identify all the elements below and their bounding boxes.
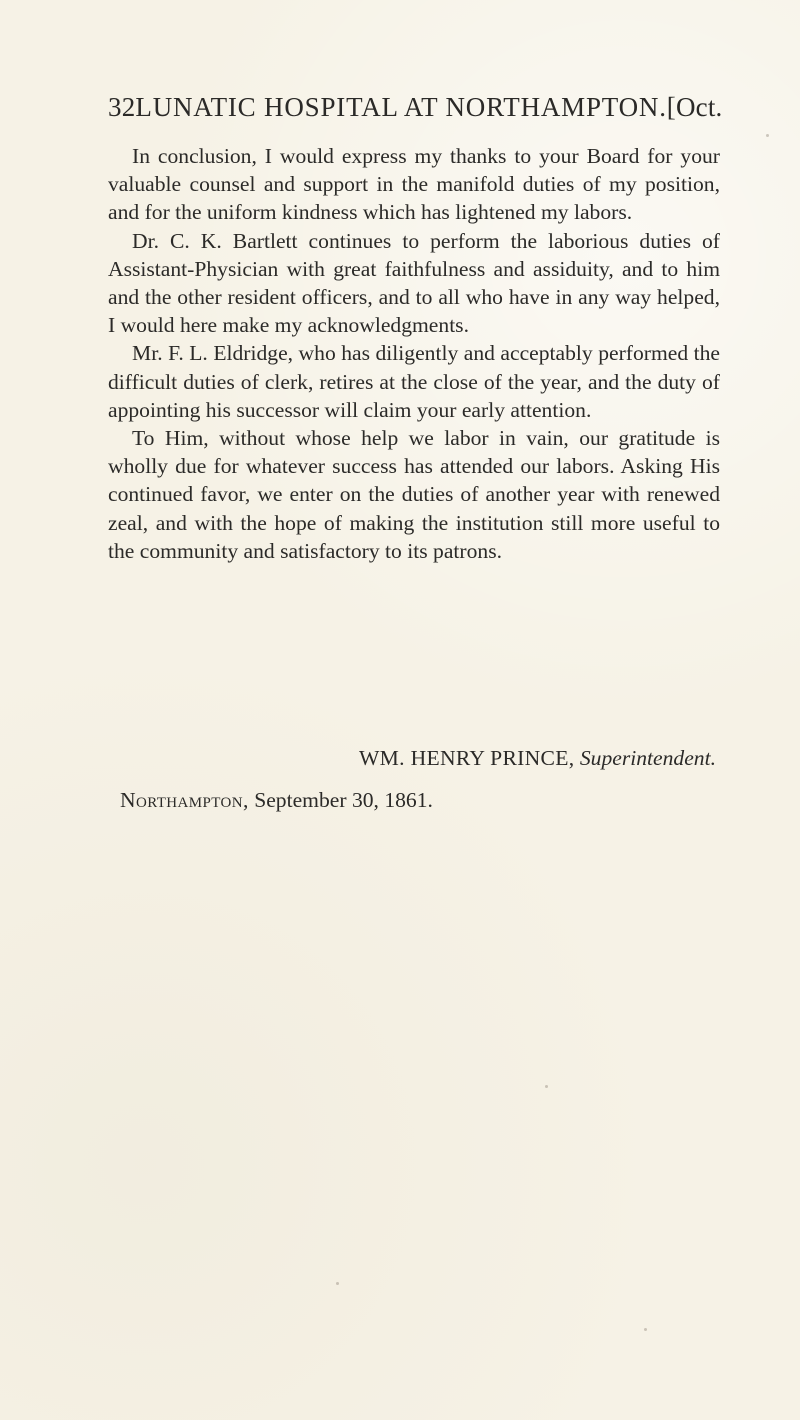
page-number: 32 [108, 92, 136, 122]
paper-speck [545, 1085, 548, 1088]
paper-speck [766, 134, 769, 137]
paper-speck [336, 1282, 339, 1285]
paragraph-gratitude: To Him, without whose help we labor in vain, our gratitude is wholly due for whatever success has attended our labors. Asking His continued favor, we enter on the duties of another year with renewed zeal, and with the hope of making the institution still more useful to the community and satisfactory to its patrons. [108, 426, 720, 563]
dateline-place: Northampton, [120, 788, 249, 812]
paragraph-conclusion: In conclusion, I would express my thanks to your Board for your valuable counsel and support in the manifold duties of my position, and for the uniform kindness which has lightened my labors. [108, 144, 720, 225]
paragraph-eldridge: Mr. F. L. Eldridge, who has diligently and acceptably performed the difficult duties of clerk, retires at the close of the year, and the duty of appointing his successor will claim your early attention. [108, 341, 720, 422]
signature-line [0, 744, 716, 772]
dateline-date: September 30, 1861. [254, 788, 433, 812]
header-date: [Oct. [666, 92, 723, 122]
running-title: LUNATIC HOSPITAL AT NORTHAMPTON. [135, 92, 667, 122]
dateline [120, 786, 433, 814]
body-text [108, 142, 720, 565]
paper-speck [644, 1328, 647, 1331]
signatory-role: Superintendent. [579, 746, 716, 770]
signatory-name: WM. HENRY PRINCE, [359, 746, 575, 770]
running-header [108, 92, 723, 128]
paragraph-bartlett: Dr. C. K. Bartlett continues to perform the laborious duties of Assistant-Physician with great faithfulness and assiduity, and to him and the other resident officers, and to all who have in any way helped, I would here make my acknowledgments. [108, 228, 720, 338]
